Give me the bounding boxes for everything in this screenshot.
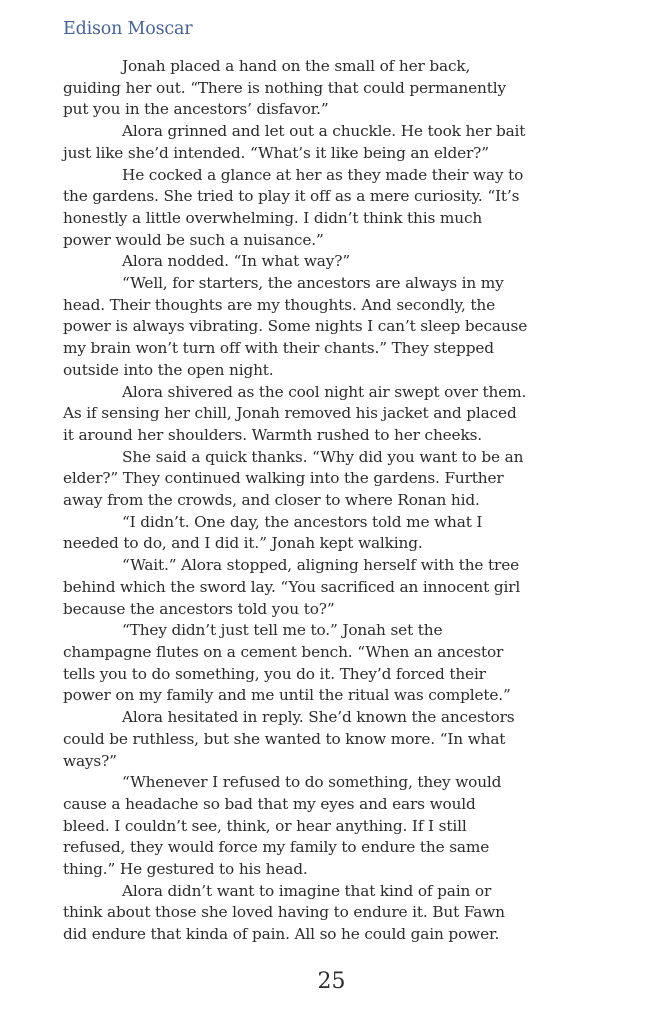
- text-line: “Whenever I refused to do something, they would: [122, 773, 502, 792]
- text-line: Alora shivered as the cool night air swept over them.: [122, 382, 527, 401]
- text-line: behind which the sword lay. “You sacrificed an innocent girl: [63, 577, 521, 596]
- text-line: guiding her out. “There is nothing that could permanently: [63, 78, 506, 97]
- text-line: just like she’d intended. “What’s it like being an elder?”: [63, 143, 489, 162]
- text-line: outside into the open night.: [63, 360, 274, 379]
- text-line: “They didn’t just tell me to.” Jonah set the: [122, 621, 443, 640]
- text-line: head. Their thoughts are my thoughts. And secondly, the: [63, 295, 495, 314]
- text-line: power on my family and me until the ritual was complete.”: [63, 686, 511, 705]
- paragraph: [63, 620, 623, 707]
- text-line: Jonah placed a hand on the small of her back,: [122, 57, 471, 75]
- paragraph: [63, 555, 623, 620]
- paragraph: [63, 165, 623, 252]
- text-line: champagne flutes on a cement bench. “When an ancestor: [63, 642, 504, 661]
- paragraph: [63, 772, 623, 881]
- text-line: As if sensing her chill, Jonah removed his jacket and placed: [63, 404, 517, 423]
- text-line: “I didn’t. One day, the ancestors told me what I: [122, 512, 483, 531]
- text-line: my brain won’t turn off with their chants.” They stepped: [63, 339, 494, 358]
- text-line: because the ancestors told you to?”: [63, 599, 335, 618]
- text-line: thing.” He gestured to his head.: [63, 860, 308, 879]
- paragraph: [63, 447, 623, 512]
- text-line: think about those she loved having to endure it. But Fawn: [63, 903, 505, 922]
- text-line: elder?” They continued walking into the gardens. Further: [63, 469, 504, 488]
- text-line: could be ruthless, but she wanted to know more. “In what: [63, 729, 506, 748]
- text-line: bleed. I couldn’t see, think, or hear anything. If I still: [63, 816, 467, 835]
- text-line: Alora hesitated in reply. She’d known the ancestors: [122, 708, 515, 727]
- paragraph: [63, 707, 623, 772]
- text-line: did endure that kinda of pain. All so he could gain power.: [63, 925, 500, 944]
- text-line: the gardens. She tried to play it off as a mere curiosity. “It’s: [63, 187, 520, 206]
- paragraph: [63, 56, 623, 121]
- text-line: She said a quick thanks. “Why did you want to be an: [122, 447, 524, 466]
- page-number: 25: [317, 969, 346, 994]
- paragraph: [63, 881, 623, 946]
- text-line: it around her shoulders. Warmth rushed to her cheeks.: [63, 425, 482, 444]
- paragraph: [63, 121, 623, 164]
- paragraph: [63, 251, 623, 273]
- text-line: power is always vibrating. Some nights I can’t sleep because: [63, 317, 528, 336]
- text-line: Alora didn’t want to imagine that kind of pain or: [122, 881, 492, 900]
- body-text: [63, 56, 623, 946]
- text-line: He cocked a glance at her as they made their way to: [122, 165, 524, 184]
- text-line: ways?”: [63, 751, 117, 770]
- text-line: needed to do, and I did it.” Jonah kept walking.: [63, 534, 423, 553]
- paragraph: [63, 273, 623, 382]
- text-line: Alora grinned and let out a chuckle. He took her bait: [122, 122, 526, 141]
- running-header-author: Edison Moscar: [63, 19, 193, 39]
- text-line: “Well, for starters, the ancestors are always in my: [122, 274, 504, 293]
- text-line: cause a headache so bad that my eyes and ears would: [63, 794, 476, 813]
- text-line: power would be such a nuisance.”: [63, 230, 324, 249]
- text-line: honestly a little overwhelming. I didn’t think this much: [63, 208, 483, 227]
- text-line: tells you to do something, you do it. They’d forced their: [63, 664, 486, 683]
- text-line: “Wait.” Alora stopped, aligning herself with the tree: [122, 556, 520, 575]
- paragraph: [63, 512, 623, 555]
- text-line: refused, they would force my family to endure the same: [63, 838, 490, 857]
- paragraph: [63, 382, 623, 447]
- text-line: put you in the ancestors’ disfavor.”: [63, 100, 329, 119]
- text-line: Alora nodded. “In what way?”: [122, 252, 350, 271]
- text-line: away from the crowds, and closer to where Ronan hid.: [63, 491, 480, 510]
